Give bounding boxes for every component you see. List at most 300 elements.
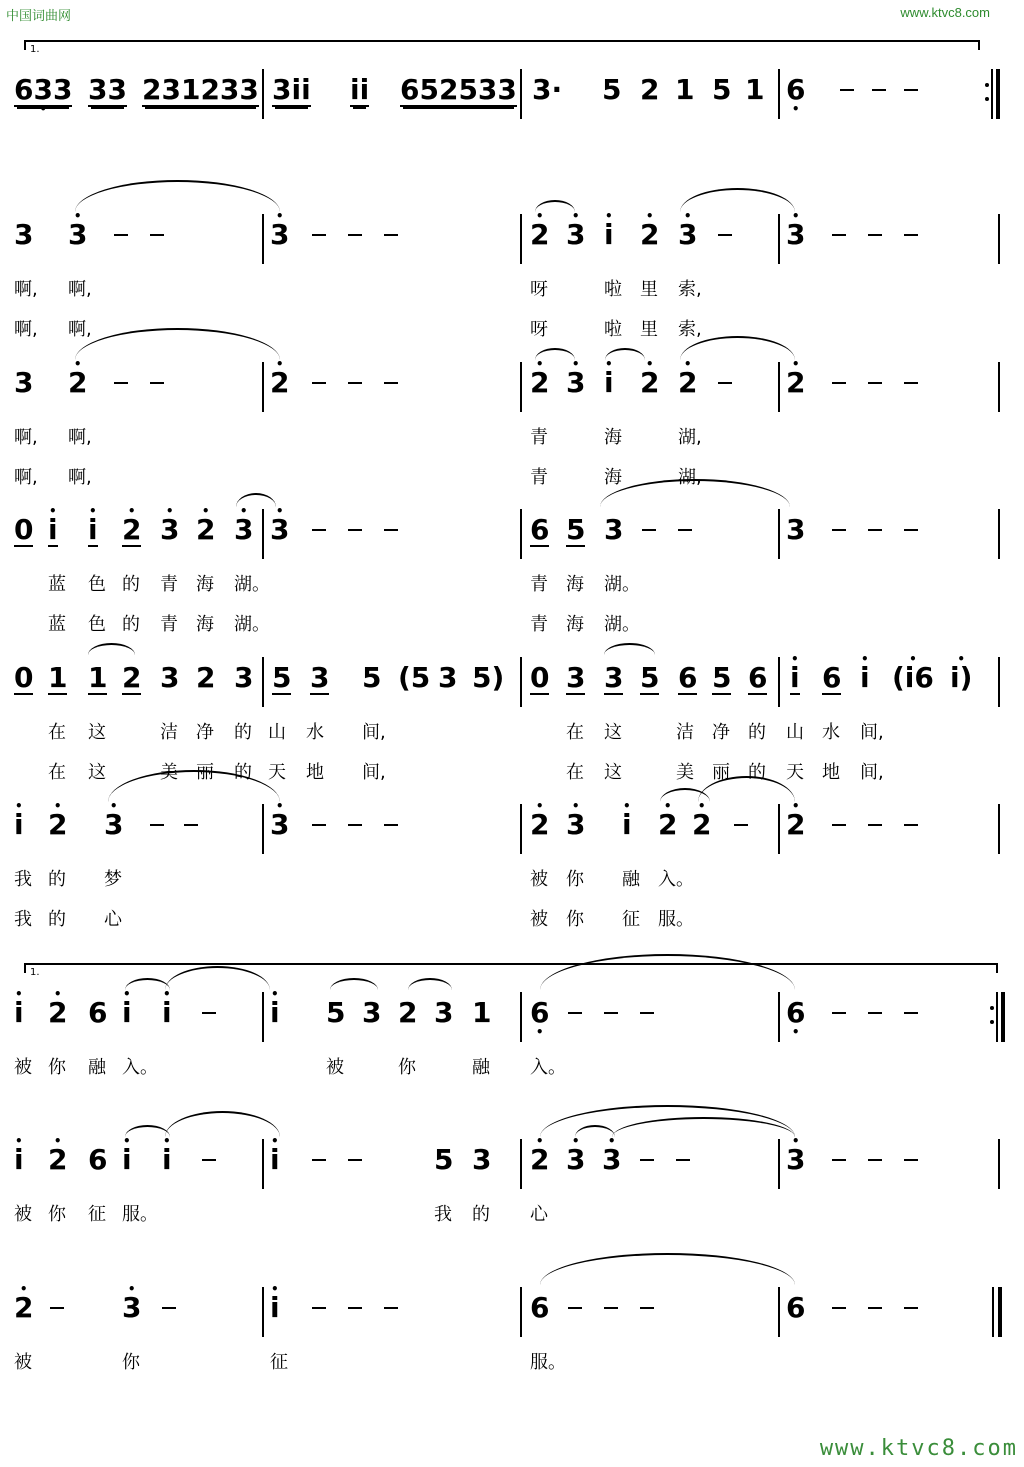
lyric-syllable: 海 (604, 427, 622, 448)
lyric-syllable: 在 (566, 762, 584, 783)
lyric-syllable: 的 (748, 722, 766, 743)
note: 633 • (14, 75, 72, 107)
lyric-syllable: 的 (234, 762, 252, 783)
bar-line (262, 992, 264, 1042)
dash-note (312, 382, 326, 384)
lyric-syllable: 在 (48, 762, 66, 783)
note: 5 (434, 1143, 454, 1176)
note: • i (622, 810, 632, 840)
note: • 3 (160, 515, 179, 545)
dash-note (202, 1159, 216, 1161)
bar-line (778, 509, 780, 559)
note: • 2 (530, 1145, 549, 1175)
lyric-syllable: 里 (640, 279, 658, 300)
dash-note (312, 1159, 326, 1161)
note: 5 (712, 73, 732, 106)
lyric-syllable: 融 (622, 869, 640, 890)
lyric-syllable: 里 (640, 319, 658, 340)
note: • 2 (270, 368, 289, 398)
lyric-syllable: 我 (14, 909, 32, 930)
watermark-url-top: www.ktvc8.com (900, 5, 990, 20)
slur-arc (125, 1125, 170, 1137)
lyric-syllable: 在 (566, 722, 584, 743)
note: 3ii (272, 73, 311, 106)
note: • 2 (786, 810, 805, 840)
note: • i (790, 663, 800, 695)
lyric-syllable: 青 (160, 574, 178, 595)
dash-note (718, 234, 732, 236)
dash-note (150, 382, 164, 384)
lyric-syllable: 啊, (14, 279, 38, 300)
note: • 2 (196, 515, 215, 545)
note: 1 (88, 661, 108, 694)
note: • i (122, 998, 132, 1028)
note: 3 (14, 218, 34, 251)
dash-note (568, 1307, 582, 1309)
lyric-syllable: 天 (268, 762, 286, 783)
note: 3 (786, 513, 806, 546)
lyric-syllable: 这 (88, 722, 106, 743)
bar-line (520, 992, 522, 1042)
bar-line (998, 362, 1000, 412)
note: • 3 (68, 220, 87, 250)
note: 3 (160, 661, 180, 694)
lyric-syllable: 入。 (122, 1057, 158, 1078)
volta-label: 1. (30, 967, 40, 978)
note: • 2 (48, 998, 67, 1028)
lyric-line (0, 275, 1024, 305)
dash-note (312, 529, 326, 531)
bar-line (778, 214, 780, 264)
dash-note (904, 1012, 918, 1014)
lyric-syllable: 啦 (604, 279, 622, 300)
dash-note (840, 89, 854, 91)
lyric-syllable: 你 (48, 1057, 66, 1078)
note: • 2 (678, 368, 697, 398)
bar-line (520, 1139, 522, 1189)
lyric-syllable: 青 (530, 574, 548, 595)
lyric-syllable: 湖。 (234, 574, 270, 595)
dash-note (904, 234, 918, 236)
lyric-line (0, 905, 1024, 935)
lyric-syllable: 的 (122, 574, 140, 595)
lyric-syllable: 海 (566, 574, 584, 595)
note: • 3 (122, 1293, 141, 1323)
lyric-syllable: 的 (748, 762, 766, 783)
lyric-syllable: 蓝 (48, 574, 66, 595)
dash-note (872, 89, 886, 91)
lyric-syllable: 色 (88, 574, 106, 595)
lyric-syllable: 青 (530, 614, 548, 635)
lyric-syllable: 啊, (68, 279, 92, 300)
lyric-syllable: 我 (14, 869, 32, 890)
note: • 3 (270, 515, 289, 545)
dash-note (868, 1012, 882, 1014)
dash-note (868, 824, 882, 826)
lyric-syllable: 天 (786, 762, 804, 783)
lyric-syllable: 海 (196, 614, 214, 635)
dash-note (640, 1159, 654, 1161)
note: • i (14, 1145, 24, 1175)
note: 5 (272, 661, 292, 694)
lyric-syllable: 服。 (658, 909, 694, 930)
note: • (i6 (892, 663, 934, 693)
lyric-syllable: 的 (472, 1204, 490, 1225)
note: 1 (48, 661, 68, 694)
note: • 2 (530, 368, 549, 398)
dash-note (384, 824, 398, 826)
note: • 3 (104, 810, 123, 840)
slur-arc (88, 643, 135, 655)
lyric-syllable: 啦 (604, 319, 622, 340)
lyric-syllable: 湖。 (234, 614, 270, 635)
note: 3 (604, 661, 624, 694)
lyric-syllable: 间, (362, 762, 386, 783)
note: • i (270, 1293, 280, 1323)
lyric-syllable: 丽 (712, 762, 730, 783)
dash-note (868, 529, 882, 531)
dash-note (114, 234, 128, 236)
slur-arc (540, 1253, 795, 1285)
slur-arc (236, 493, 276, 507)
note: 3 (362, 996, 382, 1029)
dash-note (114, 382, 128, 384)
note: • 2 (640, 368, 659, 398)
note: 6 • (530, 998, 549, 1028)
lyric-line (0, 1053, 1024, 1083)
bar-line (262, 214, 264, 264)
lyric-syllable: 呀 (530, 319, 548, 340)
dash-note (832, 824, 846, 826)
dash-note (904, 1307, 918, 1309)
lyric-syllable: 服。 (530, 1352, 566, 1373)
note: 3 (310, 661, 330, 694)
note: 231233 (142, 73, 259, 106)
volta-bracket-2 (24, 963, 998, 978)
note: • 3 (566, 220, 585, 250)
lyric-syllable: 被 (326, 1057, 344, 1078)
lyric-line (0, 463, 1024, 493)
note: 5 (640, 661, 660, 694)
bar-line (520, 214, 522, 264)
lyric-line (0, 718, 1024, 748)
note: 6 (678, 661, 698, 694)
dash-note (150, 824, 164, 826)
lyric-syllable: 入。 (530, 1057, 566, 1078)
lyric-syllable: 青 (530, 427, 548, 448)
lyric-syllable: 融 (88, 1057, 106, 1078)
note: • 2 (530, 220, 549, 250)
slur-arc (605, 348, 645, 360)
bar-line (262, 804, 264, 854)
dash-note (384, 234, 398, 236)
note: 33 (88, 73, 127, 106)
note: • i) (950, 663, 972, 693)
slur-arc (165, 1111, 280, 1137)
note: • i (162, 998, 172, 1028)
watermark-site-name: 中国词曲网 (6, 8, 72, 23)
lyric-syllable: 海 (566, 614, 584, 635)
dash-note (832, 1307, 846, 1309)
lyric-syllable: 山 (268, 722, 286, 743)
note: 3 (566, 661, 586, 694)
lyric-syllable: 美 (676, 762, 694, 783)
lyric-syllable: 地 (822, 762, 840, 783)
note: • 2 (530, 810, 549, 840)
lyric-syllable: 啊, (14, 319, 38, 340)
lyric-syllable: 在 (48, 722, 66, 743)
lyric-syllable: 洁 (676, 722, 694, 743)
lyric-syllable: 征 (622, 909, 640, 930)
lyric-line (0, 423, 1024, 453)
note: • i (88, 515, 98, 547)
dash-note (904, 824, 918, 826)
dash-note (868, 1159, 882, 1161)
slur-arc (535, 200, 575, 212)
bar-line (778, 804, 780, 854)
bar-line (262, 1139, 264, 1189)
dash-note (640, 1012, 654, 1014)
lyric-syllable: 的 (234, 722, 252, 743)
dash-note (604, 1012, 618, 1014)
dash-note (904, 382, 918, 384)
dash-note (312, 824, 326, 826)
dash-note (676, 1159, 690, 1161)
note: • i (604, 368, 614, 398)
lyric-syllable: 呀 (530, 279, 548, 300)
lyric-syllable: 征 (270, 1352, 288, 1373)
dash-note (202, 1012, 216, 1014)
dash-note (604, 1307, 618, 1309)
dash-note (642, 529, 656, 531)
lyric-syllable: 湖, (678, 427, 702, 448)
note: 5 (712, 661, 732, 694)
lyric-syllable: 融 (472, 1057, 490, 1078)
lyric-syllable: 服。 (122, 1204, 158, 1225)
note: • i (270, 998, 280, 1028)
slur-arc (125, 978, 170, 990)
lyric-syllable: 海 (196, 574, 214, 595)
lyric-syllable: 地 (306, 762, 324, 783)
note: • 2 (692, 810, 711, 840)
note: • 3 (234, 515, 253, 545)
lyric-syllable: 这 (604, 722, 622, 743)
note: • 3 (270, 810, 289, 840)
bar-line (262, 362, 264, 412)
lyric-syllable: 索, (678, 319, 702, 340)
dash-note (384, 529, 398, 531)
lyric-line (0, 610, 1024, 640)
lyric-syllable: 蓝 (48, 614, 66, 635)
lyric-syllable: 征 (88, 1204, 106, 1225)
lyric-syllable: 索, (678, 279, 702, 300)
dash-note (904, 1159, 918, 1161)
dash-note (640, 1307, 654, 1309)
lyric-syllable: 的 (48, 869, 66, 890)
lyric-syllable: 青 (530, 467, 548, 488)
lyric-syllable: 被 (14, 1204, 32, 1225)
note: 1 (745, 73, 765, 106)
volta-bracket-1 (24, 40, 980, 55)
note: 6 • (786, 75, 805, 105)
lyric-syllable: 湖。 (604, 574, 640, 595)
note: 1 (472, 996, 492, 1029)
bar-line (998, 509, 1000, 559)
note: • i (860, 663, 870, 693)
lyric-syllable: 的 (122, 614, 140, 635)
volta-label: 1. (30, 44, 40, 55)
lyric-syllable: 被 (530, 869, 548, 890)
lyric-syllable: 我 (434, 1204, 452, 1225)
note: • i (162, 1145, 172, 1175)
lyric-syllable: 你 (566, 869, 584, 890)
note: • 2 (786, 368, 805, 398)
note: 2 (398, 996, 418, 1029)
lyric-syllable: 啊, (14, 467, 38, 488)
lyric-syllable: 你 (398, 1057, 416, 1078)
dash-note (348, 529, 362, 531)
bar-line (262, 657, 264, 707)
lyric-syllable: 海 (604, 467, 622, 488)
note: • 3 (602, 1145, 621, 1175)
note: • 3 (786, 220, 805, 250)
slur-arc (75, 180, 280, 212)
note: 3 (472, 1143, 492, 1176)
bar-line (778, 1139, 780, 1189)
bar-line (778, 69, 780, 119)
note: 3 (434, 996, 454, 1029)
bar-line (778, 362, 780, 412)
note: • i (270, 1145, 280, 1175)
note: 6 (530, 1291, 550, 1324)
note: 6 (88, 996, 108, 1029)
dash-note (312, 234, 326, 236)
note: 2 (640, 73, 660, 106)
dash-note (868, 1307, 882, 1309)
lyric-line (0, 570, 1024, 600)
note: • 2 (658, 810, 677, 840)
dash-note (904, 89, 918, 91)
dash-note (348, 1159, 362, 1161)
lyric-syllable: 丽 (196, 762, 214, 783)
note: 6 (530, 513, 550, 546)
lyric-syllable: 被 (14, 1352, 32, 1373)
slur-arc (535, 348, 575, 360)
bar-line (778, 1287, 780, 1337)
bar-line (992, 1287, 994, 1337)
note: • i (604, 220, 614, 250)
bar-line (998, 657, 1000, 707)
dash-note (150, 234, 164, 236)
dash-note (384, 1307, 398, 1309)
lyric-syllable: 色 (88, 614, 106, 635)
slur-arc (540, 954, 795, 990)
watermark-url-bottom: www.ktvc8.com (819, 1436, 1018, 1461)
note: 3 (14, 366, 34, 399)
lyric-syllable: 你 (122, 1352, 140, 1373)
dash-note (832, 1159, 846, 1161)
slur-arc (680, 188, 795, 212)
lyric-syllable: 被 (530, 909, 548, 930)
lyric-syllable: 心 (104, 909, 122, 930)
lyric-syllable: 净 (196, 722, 214, 743)
note: • 3 (566, 1145, 585, 1175)
lyric-syllable: 入。 (658, 869, 694, 890)
note: 5 (566, 513, 586, 546)
dash-note (312, 1307, 326, 1309)
bar-line (262, 69, 264, 119)
lyric-syllable: 水 (822, 722, 840, 743)
lyric-syllable: 的 (48, 909, 66, 930)
note: 5 (362, 661, 382, 694)
bar-line (998, 214, 1000, 264)
note: 0 (530, 661, 550, 694)
dash-note (568, 1012, 582, 1014)
note: 3 (234, 661, 254, 694)
bar-line (520, 69, 522, 119)
note: 6 • (786, 998, 805, 1028)
lyric-syllable: 洁 (160, 722, 178, 743)
lyric-syllable: 间, (860, 762, 884, 783)
dash-note (904, 529, 918, 531)
note: 652533 (400, 73, 517, 106)
note: • 2 (14, 1293, 33, 1323)
lyric-syllable: 美 (160, 762, 178, 783)
repeat-end-sign (990, 992, 1006, 1042)
bar-line (520, 804, 522, 854)
dash-note (832, 234, 846, 236)
lyric-line (0, 1200, 1024, 1230)
note: • 3 (566, 810, 585, 840)
note: ii (350, 73, 370, 106)
lyric-syllable: 湖, (678, 467, 702, 488)
note: 5 (602, 73, 622, 106)
lyric-syllable: 你 (566, 909, 584, 930)
dash-note (832, 382, 846, 384)
dash-note (718, 382, 732, 384)
lyric-syllable: 心 (530, 1204, 548, 1225)
dash-note (184, 824, 198, 826)
bar-line (998, 804, 1000, 854)
dash-note (162, 1307, 176, 1309)
lyric-line (0, 865, 1024, 895)
dash-note (348, 234, 362, 236)
dash-note (868, 382, 882, 384)
note: • 3 (786, 1145, 805, 1175)
note: 6 (786, 1291, 806, 1324)
lyric-syllable: 啊, (68, 467, 92, 488)
lyric-syllable: 梦 (104, 869, 122, 890)
bar-line (520, 1287, 522, 1337)
note: • 2 (122, 515, 141, 547)
lyric-syllable: 净 (712, 722, 730, 743)
note: 2 (122, 661, 142, 694)
note: 0 (14, 661, 34, 694)
note: 5 (326, 996, 346, 1029)
note: • i (122, 1145, 132, 1175)
lyric-syllable: 啊, (14, 427, 38, 448)
note: 6 (822, 661, 842, 694)
repeat-end-sign (985, 69, 1001, 119)
final-bar-line (998, 1287, 1002, 1337)
note: • 2 (68, 368, 87, 398)
note: • 3 (270, 220, 289, 250)
bar-line (998, 1139, 1000, 1189)
note: • 2 (48, 1145, 67, 1175)
lyric-line (0, 1348, 1024, 1378)
note: 0 (14, 513, 34, 546)
dash-note (832, 529, 846, 531)
